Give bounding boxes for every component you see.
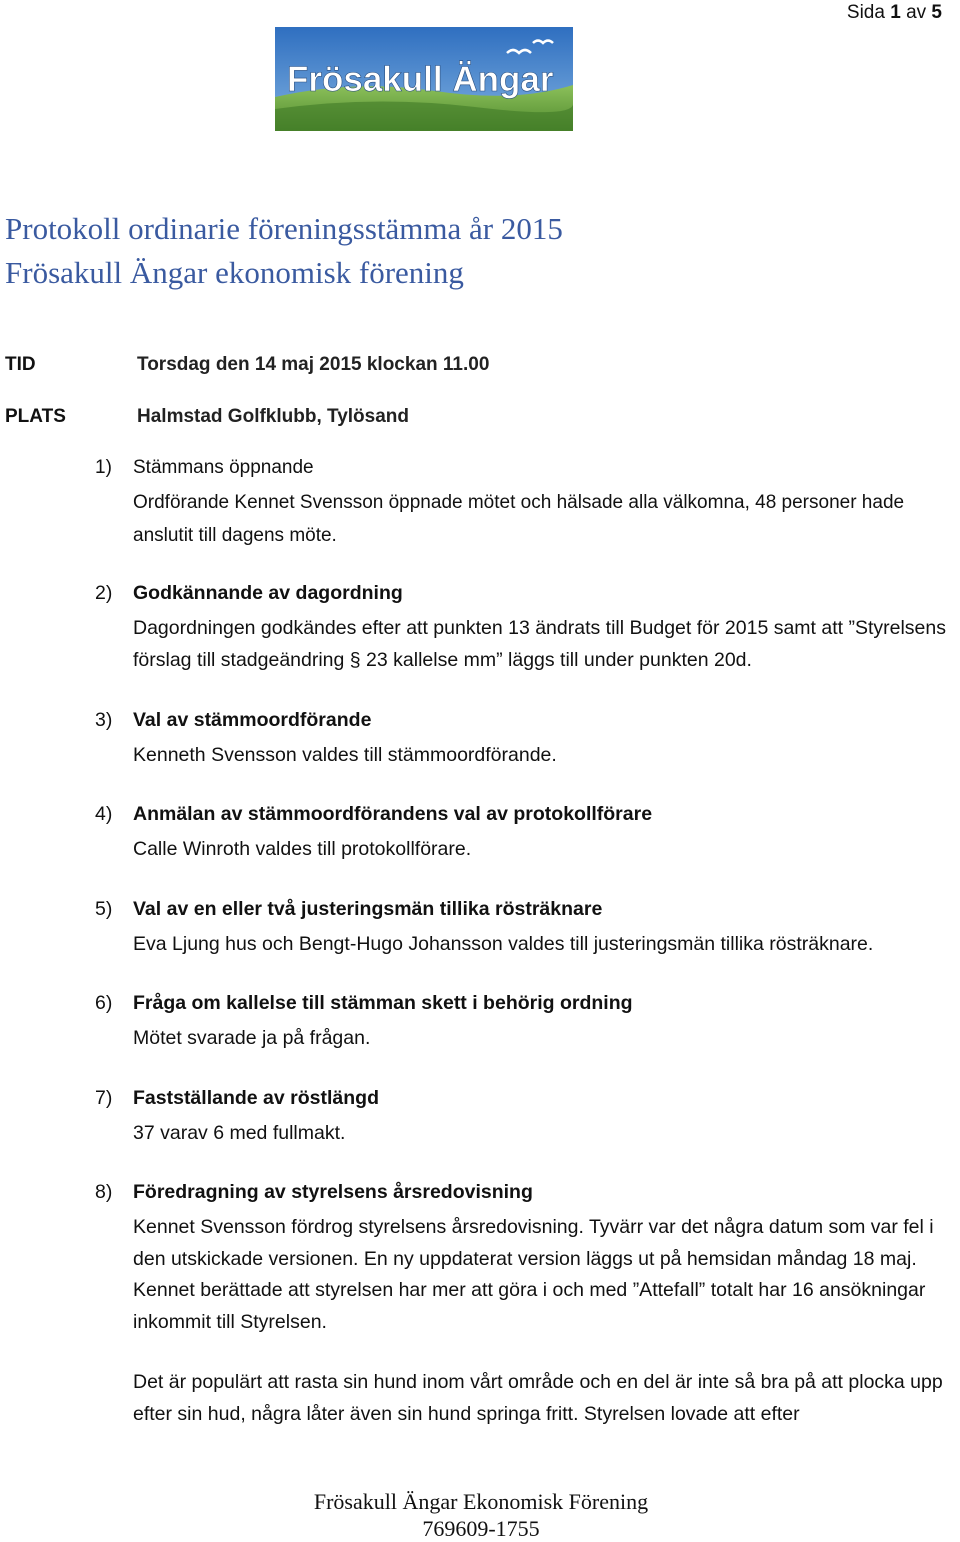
- section-heading: Anmälan av stämmoordförandens val av protokollförare: [133, 803, 653, 825]
- plats-label: PLATS: [5, 406, 66, 427]
- section-heading: Godkännande av dagordning: [133, 582, 403, 604]
- tid-value: Torsdag den 14 maj 2015 klockan 11.00: [137, 354, 490, 375]
- section-number: 1): [95, 457, 112, 478]
- page-number: [847, 2, 942, 24]
- logo-text: Frösakull Ängar: [287, 60, 554, 99]
- tid-label: TID: [5, 354, 36, 375]
- section-heading: Föredragning av styrelsens årsredovisning: [133, 1181, 533, 1203]
- section-number: 2): [95, 582, 113, 604]
- section-number: 8): [95, 1181, 113, 1203]
- page-prefix: Sida: [846, 2, 885, 23]
- footer: [0, 1488, 960, 1542]
- logo: [275, 27, 573, 131]
- footer-org-number: 769609-1755: [422, 1516, 540, 1541]
- section-body: Calle Winroth valdes till protokollförare.: [133, 838, 472, 860]
- section-number: 6): [95, 992, 113, 1014]
- document-subtitle: Frösakull Ängar ekonomisk förening: [5, 255, 464, 290]
- section-body: Ordförande Kennet Svensson öppnade mötet och hälsade alla välkomna, 48 personer hade anslutit till dagens möte.: [133, 492, 905, 546]
- section-heading: Val av en eller två justeringsmän tillika rösträknare: [133, 898, 603, 920]
- section-number: 4): [95, 803, 113, 825]
- page-of: av: [906, 2, 927, 23]
- section-body: Dagordningen godkändes efter att punkten 13 ändrats till Budget för 2015 samt att ”Styrelsens förslag till stadgeändring § 23 kallelse mm” läggs till under punkten 20d.: [133, 617, 947, 671]
- document-title: Protokoll ordinarie föreningsstämma år 2015: [5, 211, 563, 246]
- logo-image: [275, 27, 573, 131]
- page-current: 1: [890, 2, 901, 23]
- body-paragraph: Det är populärt att rasta sin hund inom vårt område och en del är inte så bra på att plocka upp efter sin hud, några låter även sin hund springa fritt. Styrelsen lovade att efter: [133, 1371, 943, 1425]
- section-number: 5): [95, 898, 113, 920]
- section-heading: Stämmans öppnande: [133, 457, 314, 478]
- section-number: 7): [95, 1087, 113, 1109]
- plats-value: Halmstad Golfklubb, Tylösand: [137, 406, 410, 427]
- section-body: Kenneth Svensson valdes till stämmoordförande.: [133, 744, 557, 766]
- section-number: 3): [95, 709, 113, 731]
- section-heading: Val av stämmoordförande: [133, 709, 372, 731]
- page-total: 5: [931, 2, 942, 23]
- section-body: Mötet svarade ja på frågan.: [133, 1027, 371, 1049]
- section-body: Eva Ljung hus och Bengt-Hugo Johansson valdes till justeringsmän tillika rösträknare.: [133, 933, 874, 955]
- section-body: Kennet Svensson fördrog styrelsens årsredovisning. Tyvärr var det några datum som var fel i den utskickade versionen. En ny uppdaterat version läggs ut på hemsidan måndag 18 maj. Kennet berättade att styrelsen har mer att göra i och med ”Attefall” totalt har 16 ansökningar inkommit till Styrelsen.: [133, 1216, 934, 1333]
- section-heading: Fråga om kallelse till stämman skett i behörig ordning: [133, 992, 633, 1014]
- section-body: 37 varav 6 med fullmakt.: [133, 1122, 346, 1144]
- section-heading: Fastställande av röstlängd: [133, 1087, 379, 1109]
- footer-org: Frösakull Ängar Ekonomisk Förening: [313, 1489, 649, 1514]
